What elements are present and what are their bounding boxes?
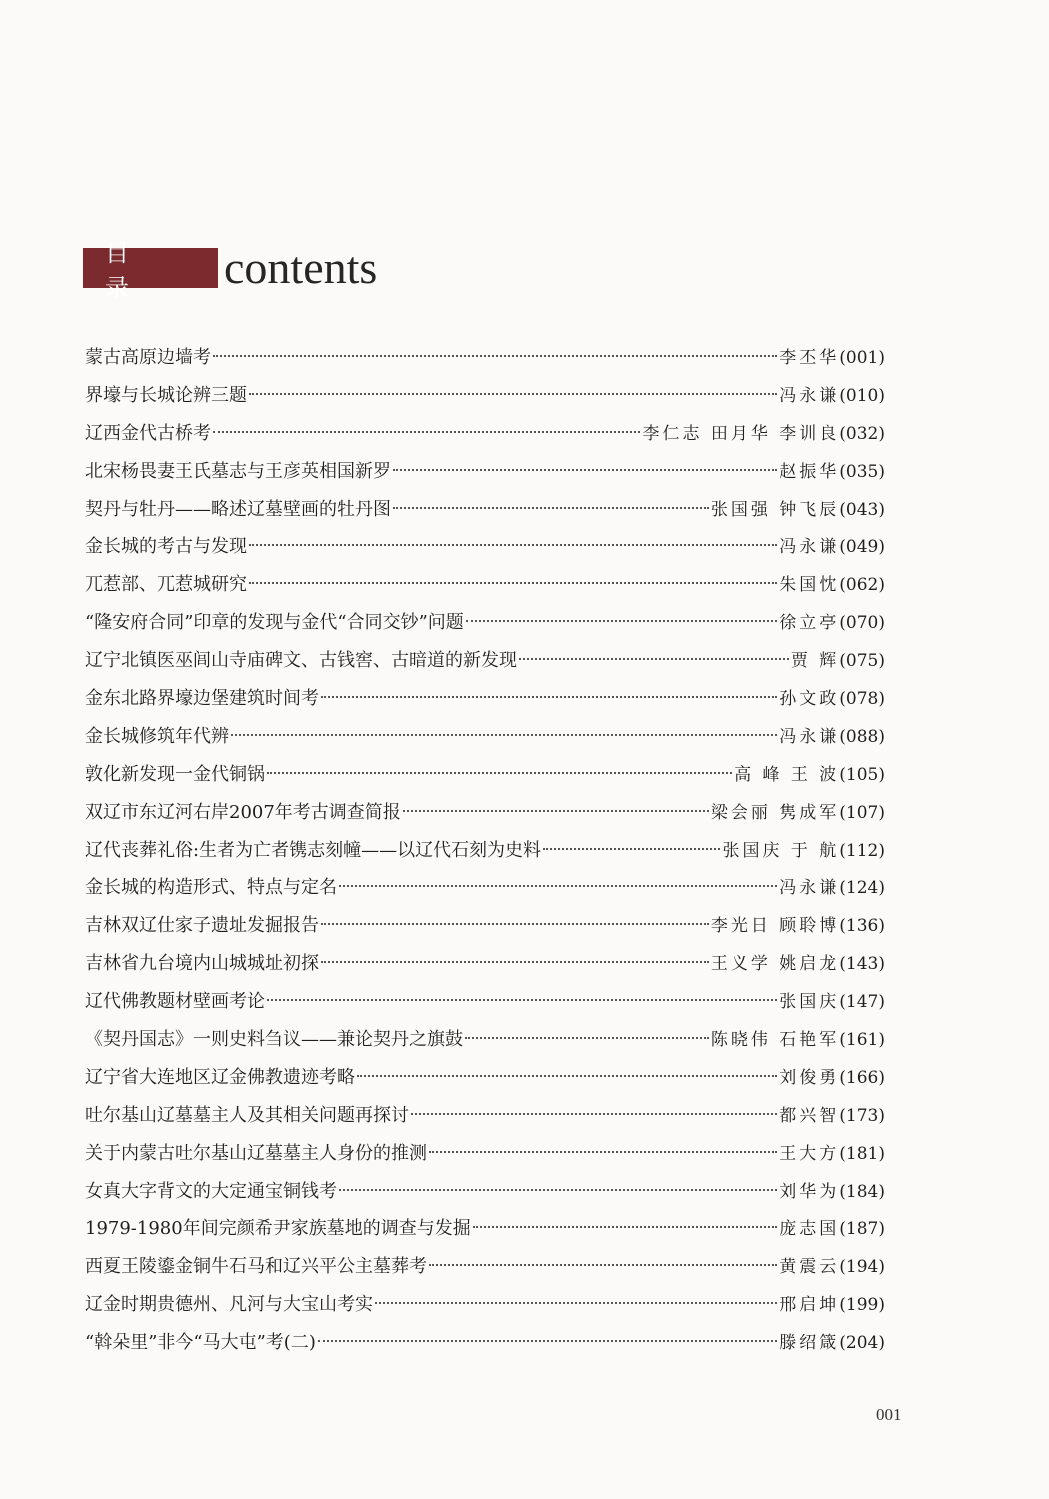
toc-entry-title: “隆安府合同”印章的发现与金代“合同交钞”问题 <box>85 612 464 634</box>
toc-entry-title: 兀惹部、兀惹城研究 <box>85 574 247 596</box>
toc-entry-authors: 张国强 钟飞辰 <box>710 499 840 520</box>
toc-entry[interactable] <box>85 339 885 377</box>
toc-entry-title: 辽代丧葬礼俗:生者为亡者镌志刻幢——以辽代石刻为史料 <box>85 839 542 861</box>
toc-header <box>83 239 378 302</box>
toc-entry-page: (181) <box>839 1143 885 1164</box>
dot-leader <box>318 1340 777 1342</box>
toc-entry-page: (070) <box>839 613 885 634</box>
dot-leader <box>403 810 709 812</box>
toc-entry-title: 敦化新发现一金代铜锅 <box>85 763 265 785</box>
toc-entry-authors: 都兴智 <box>779 1105 840 1126</box>
toc-entry-page: (166) <box>839 1067 885 1088</box>
toc-entry-page: (199) <box>839 1295 885 1316</box>
toc-entry-page: (173) <box>839 1105 885 1126</box>
toc-entry[interactable] <box>85 377 885 415</box>
toc-entry[interactable] <box>85 1324 885 1362</box>
toc-entry[interactable] <box>85 1097 885 1135</box>
toc-entry-page: (010) <box>839 385 885 406</box>
toc-entry-title: 吐尔基山辽墓墓主人及其相关问题再探讨 <box>85 1104 409 1126</box>
toc-entry-title: 吉林省九台境内山城城址初探 <box>85 953 319 975</box>
toc-entry-title: 辽宁省大连地区辽金佛教遗迹考略 <box>85 1066 355 1088</box>
dot-leader <box>213 431 640 433</box>
toc-entry[interactable] <box>85 491 885 529</box>
table-of-contents <box>85 339 885 1362</box>
dot-leader <box>473 1226 778 1228</box>
toc-entry-authors: 李仁志 田月华 李训良 <box>642 423 840 444</box>
toc-entry[interactable] <box>85 794 885 832</box>
toc-entry-title: 双辽市东辽河右岸2007年考古调查简报 <box>85 801 401 823</box>
toc-entry-page: (187) <box>839 1219 885 1240</box>
toc-entry[interactable] <box>85 1021 885 1059</box>
dot-leader <box>519 658 789 660</box>
toc-entry-page: (161) <box>839 1030 885 1051</box>
toc-entry-title: 界壕与长城论辨三题 <box>85 384 247 406</box>
dot-leader <box>543 848 720 850</box>
toc-entry-title: 1979-1980年间完颜希尹家族墓地的调查与发掘 <box>85 1218 471 1240</box>
toc-entry[interactable] <box>85 1135 885 1173</box>
toc-entry-page: (107) <box>839 802 885 823</box>
toc-entry-authors: 黄震云 <box>779 1257 840 1278</box>
toc-entry-title: 关于内蒙古吐尔基山辽墓墓主人身份的推测 <box>85 1142 427 1164</box>
toc-entry-title: 辽代佛教题材壁画考论 <box>85 991 265 1013</box>
toc-entry-title: 金长城的考古与发现 <box>85 536 247 558</box>
toc-entry-authors: 李丕华 <box>779 348 840 368</box>
toc-entry-authors: 赵振华 <box>779 461 840 482</box>
dot-leader <box>357 1075 777 1077</box>
toc-entry-page: (143) <box>839 954 885 975</box>
toc-title-english: contents <box>224 242 378 293</box>
dot-leader <box>321 923 709 925</box>
toc-entry[interactable] <box>85 415 885 453</box>
toc-entry-authors: 刘华为 <box>779 1181 840 1202</box>
toc-entry-title: 契丹与牡丹——略述辽墓壁画的牡丹图 <box>85 498 391 520</box>
dot-leader <box>339 1189 777 1191</box>
dot-leader <box>321 961 709 963</box>
toc-entry-authors: 冯永谦 <box>779 385 840 406</box>
toc-entry[interactable] <box>85 945 885 983</box>
toc-entry-title: 辽宁北镇医巫闾山寺庙碑文、古钱窖、古暗道的新发现 <box>85 650 517 672</box>
toc-entry-authors: 庞志国 <box>779 1219 840 1240</box>
toc-entry-title: 女真大字背文的大定通宝铜钱考 <box>85 1180 337 1202</box>
toc-entry[interactable] <box>85 1248 885 1286</box>
toc-entry-page: (136) <box>839 916 885 937</box>
toc-entry-title: “斡朵里”非今“马大屯”考(二) <box>85 1332 316 1354</box>
dot-leader <box>393 469 777 471</box>
dot-leader <box>321 696 777 698</box>
toc-entry-page: (049) <box>839 537 885 558</box>
dot-leader <box>375 1302 777 1304</box>
toc-entry-page: (124) <box>839 878 885 899</box>
toc-entry[interactable] <box>85 983 885 1021</box>
toc-entry-authors: 高 峰 王 波 <box>734 764 840 785</box>
dot-leader <box>267 772 732 774</box>
toc-entry-page: (035) <box>839 461 885 482</box>
toc-entry-title: 金长城修筑年代辨 <box>85 725 229 747</box>
toc-entry[interactable] <box>85 1286 885 1324</box>
toc-entry[interactable] <box>85 680 885 718</box>
toc-entry-page: (112) <box>839 840 885 861</box>
toc-entry-authors: 冯永谦 <box>779 878 840 899</box>
toc-entry[interactable] <box>85 832 885 870</box>
toc-entry[interactable] <box>85 869 885 907</box>
dot-leader <box>411 1113 777 1115</box>
toc-entry-page: (088) <box>839 726 885 747</box>
dot-leader <box>249 544 777 546</box>
toc-entry[interactable] <box>85 453 885 491</box>
toc-entry-page: (075) <box>839 651 885 672</box>
toc-entry-page: (001) <box>839 348 885 368</box>
toc-entry-page: (043) <box>839 499 885 520</box>
toc-entry-title: 北宋杨畏妻王氏墓志与王彦英相国新罗 <box>85 460 391 482</box>
toc-entry-page: (062) <box>839 575 885 596</box>
toc-entry-authors: 滕绍箴 <box>779 1333 840 1354</box>
dot-leader <box>339 885 777 887</box>
dot-leader <box>466 620 777 622</box>
toc-entry-authors: 贾 辉 <box>790 651 840 672</box>
toc-entry[interactable] <box>85 566 885 604</box>
dot-leader <box>393 507 709 509</box>
toc-entry[interactable] <box>85 756 885 794</box>
toc-entry-title: 蒙古高原边墙考 <box>85 347 211 368</box>
toc-entry-title: 西夏王陵鎏金铜牛石马和辽兴平公主墓葬考 <box>85 1256 427 1278</box>
toc-entry-title: 《契丹国志》一则史料刍议——兼论契丹之旗鼓 <box>85 1029 463 1051</box>
toc-entry[interactable] <box>85 1173 885 1211</box>
page-number: 001 <box>876 1405 902 1424</box>
dot-leader <box>213 355 777 357</box>
toc-entry[interactable] <box>85 604 885 642</box>
dot-leader <box>429 1264 777 1266</box>
dot-leader <box>465 1037 709 1039</box>
toc-entry[interactable] <box>85 718 885 756</box>
toc-entry-title: 金东北路界壕边堡建筑时间考 <box>85 688 319 710</box>
toc-entry-title: 辽金时期贵德州、凡河与大宝山考实 <box>85 1294 373 1316</box>
toc-entry-authors: 徐立亭 <box>779 613 840 634</box>
toc-entry[interactable] <box>85 1210 885 1248</box>
dot-leader <box>249 582 777 584</box>
toc-entry-title: 吉林双辽仕家子遗址发掘报告 <box>85 915 319 937</box>
toc-entry-authors: 邢启坤 <box>779 1295 840 1316</box>
toc-entry-page: (078) <box>839 689 885 710</box>
toc-entry-authors: 张国庆 <box>779 992 840 1013</box>
toc-entry-authors: 陈晓伟 石艳军 <box>710 1030 840 1051</box>
toc-entry-authors: 孙文政 <box>779 689 840 710</box>
toc-entry-page: (204) <box>839 1333 885 1354</box>
toc-entry-authors: 刘俊勇 <box>779 1067 840 1088</box>
toc-entry-authors: 李光日 顾聆博 <box>710 916 840 937</box>
toc-entry[interactable] <box>85 1059 885 1097</box>
dot-leader <box>267 999 777 1001</box>
toc-entry-title: 金长城的构造形式、特点与定名 <box>85 877 337 899</box>
dot-leader <box>429 1151 777 1153</box>
toc-entry-title: 辽西金代古桥考 <box>85 422 211 444</box>
toc-label: 目 录 <box>83 248 218 288</box>
toc-entry-authors: 王义学 姚启龙 <box>710 954 840 975</box>
dot-leader <box>231 734 777 736</box>
toc-entry-page: (184) <box>839 1181 885 1202</box>
toc-entry[interactable] <box>85 642 885 680</box>
toc-entry-page: (105) <box>839 764 885 785</box>
toc-entry-page: (194) <box>839 1257 885 1278</box>
toc-entry[interactable] <box>85 528 885 566</box>
toc-entry-authors: 张国庆 于 航 <box>722 840 840 861</box>
toc-entry-authors: 朱国忱 <box>779 575 840 596</box>
toc-entry-authors: 王大方 <box>779 1143 840 1164</box>
toc-entry-page: (032) <box>839 423 885 444</box>
toc-entry-authors: 冯永谦 <box>779 726 840 747</box>
toc-entry[interactable] <box>85 907 885 945</box>
dot-leader <box>249 393 777 395</box>
toc-entry-page: (147) <box>839 992 885 1013</box>
toc-entry-authors: 冯永谦 <box>779 537 840 558</box>
toc-entry-authors: 梁会丽 隽成军 <box>710 802 840 823</box>
